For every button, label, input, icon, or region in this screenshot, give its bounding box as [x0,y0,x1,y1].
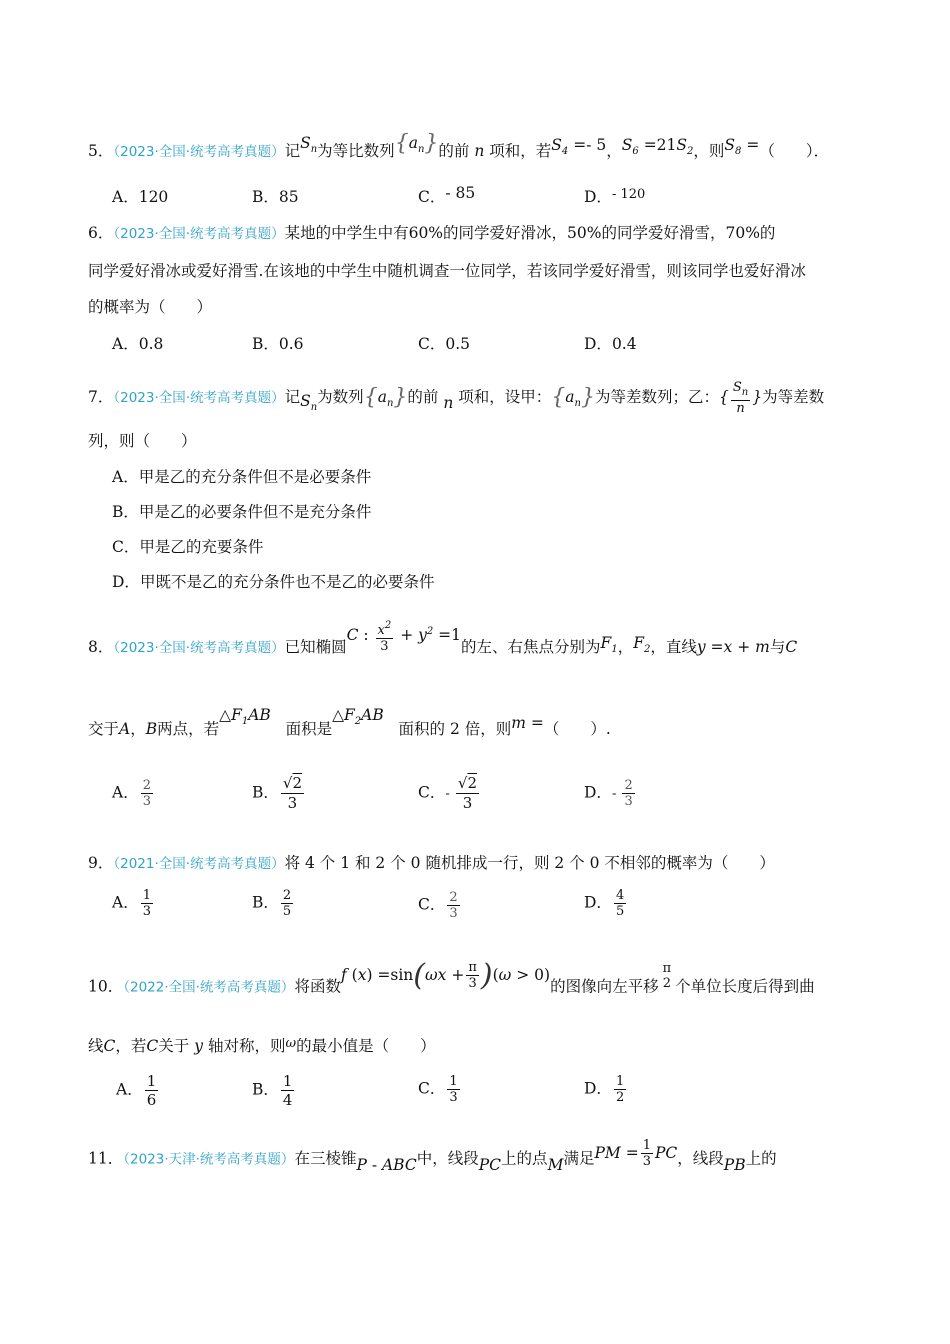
math-triangle-F1AB: $\triangle F_1AB$ [219,706,271,727]
option-label: D． [584,335,612,353]
stem-text: 上的 [745,1149,777,1168]
stem-text: （ ）. [543,720,611,738]
option-fraction [141,888,153,919]
numerator: 1 [449,1074,458,1089]
option-label: D． [584,1079,612,1098]
question-11-stem [88,1138,777,1175]
question-source: （2023·全国·统考高考真题） [113,226,285,242]
stem-text: 在三棱锥 [294,1149,357,1168]
numerator: 2 [449,890,458,905]
option-value: 120 [138,188,169,206]
math-ellipse-equation: C : $\frac{x^2}{3}$ + $y^2 =1$ [346,620,462,654]
option-label: B． [252,783,279,802]
question-7-stem-line-2 [88,430,197,452]
option-label: C． [418,783,446,802]
stem-text: ， [606,142,622,160]
question-number: 5． [88,142,114,160]
stem-text: 与 [769,638,786,656]
option-c[interactable] [418,186,475,208]
option-b[interactable] [252,333,304,355]
math-y: y [194,1037,203,1055]
math-omega: ω [285,1036,297,1051]
stem-text: 关于 [158,1037,190,1055]
option-label: A． [112,783,139,802]
option-value: 85 [278,188,299,206]
option-fraction: $\frac{√2}{3}$ [282,774,302,812]
option-label: B． [252,893,279,912]
option-fraction: $\frac{2}{3}$ [624,778,633,809]
question-source: （2023·全国·统考高考真题） [113,640,285,656]
stem-text: 记 [284,142,301,160]
stem-text: 项和，设甲： [458,388,552,406]
denominator: 5 [282,904,292,919]
numerator: 1 [142,888,151,903]
option-label: C． [418,335,446,353]
option-d[interactable] [584,888,628,919]
math-n: n [438,394,459,412]
math-pi-over-2: π 2 [662,960,672,991]
option-d[interactable] [584,186,645,210]
question-number: 11． [88,1149,124,1168]
stem-text: 上的点 [501,1149,548,1168]
option-d[interactable]: D．- $\frac{2}{3}$ [584,778,633,809]
stem-text: 的前 [438,142,470,160]
question-source: （2023·全国·统考高考真题） [113,390,285,406]
option-fraction: $\frac{√2}{3}$ [457,774,478,812]
option-label: B． [252,335,279,353]
option-d[interactable] [112,571,434,593]
question-6-stem-line-2 [88,260,806,282]
question-9-stem [88,852,775,875]
option-a[interactable] [112,186,168,208]
question-5-stem [88,131,830,169]
option-value: 甲是乙的充要条件 [139,538,264,556]
question-number: 7． [88,388,114,406]
stem-text: ， [617,638,634,656]
option-fraction [281,888,293,919]
denominator: 3 [449,1090,458,1105]
option-fraction [145,1072,159,1109]
denominator: 4 [282,1091,293,1109]
denominator: 2 [615,1090,625,1105]
math-tetrahedron: P - ABC [356,1155,417,1174]
option-d[interactable] [584,333,637,355]
question-number: 8． [88,638,114,656]
question-6-stem-line-3 [88,296,212,318]
option-fraction [614,888,626,919]
denominator: 5 [615,904,625,919]
option-label: C． [112,538,140,556]
option-b[interactable] [252,1072,296,1109]
question-7-stem [88,380,824,416]
stem-text: 的概率为（ ） [88,298,213,316]
option-c[interactable] [418,890,462,921]
stem-text: 个单位长度后得到曲 [675,977,815,996]
math-C: C [146,1037,159,1055]
question-8-stem-line-2 [88,706,611,747]
question-source: （2021·全国·统考高考真题） [113,856,285,872]
stem-text: 为等差数 [762,388,825,406]
math-C: C [103,1037,116,1055]
option-label: C． [418,188,446,206]
option-label: A． [116,1080,143,1099]
math-M: M [547,1155,564,1174]
numerator: 1 [282,1072,293,1090]
stem-text: 的左、右焦点分别为 [461,638,601,656]
stem-text: ，直线 [650,638,697,656]
math-F2: $F_2$ [633,634,651,655]
option-d[interactable] [584,1074,628,1105]
stem-text: 中，线段 [416,1149,479,1168]
question-number: 6． [88,224,114,242]
option-label: C． [418,1079,446,1098]
option-label: D． [112,573,140,591]
option-value: 甲既不是乙的充分条件也不是乙的必要条件 [139,573,435,591]
option-label: D． [584,783,612,802]
option-value: 0.5 [445,335,471,353]
option-a[interactable] [112,333,163,355]
stem-text: 已知椭圆 [284,638,347,656]
stem-text: 轴对称，则 [207,1037,286,1055]
question-8-stem [88,620,798,666]
option-value: 0.6 [278,335,304,353]
option-label: A． [112,335,139,353]
math-triangle-F2AB: $\triangle F_2AB$ [332,706,384,727]
option-label: B． [252,188,279,206]
stem-text: 项和，若 [489,142,552,160]
option-a[interactable] [112,888,155,919]
stem-text: 线 [88,1037,104,1055]
option-c[interactable] [418,1074,462,1105]
question-source: （2023·全国·统考高考真题） [113,144,285,160]
math-A: A [119,720,131,738]
option-value: - 85 [445,184,476,202]
option-label: A． [112,893,139,912]
option-c[interactable] [418,333,470,355]
math-S4: $S_4 =- 5$ [551,136,607,157]
stem-text: 面积是 [285,720,333,738]
math-S6: $S_6 =21S_2$ [621,136,694,157]
stem-text: ，线段 [677,1149,724,1168]
stem-text: ，若 [115,1037,147,1055]
stem-text: 为等差数列；乙： [594,388,719,406]
math-PB: PB [723,1155,746,1174]
stem-text: 为数列 [317,388,364,406]
option-fraction: $\frac{2}{3}$ [142,778,151,809]
stem-text: 列，则（ ） [88,432,197,450]
option-label: A． [112,188,139,206]
option-label: B． [252,1080,279,1099]
option-fraction [447,890,459,921]
math-PC: PC [478,1155,502,1174]
question-number: 9． [88,854,114,872]
option-value: 甲是乙的充分条件但不是必要条件 [138,468,372,486]
math-B: B [145,720,158,738]
stem-text: 某地的中学生中有60%的同学爱好滑冰，50%的同学爱好滑雪，70%的 [284,224,776,242]
option-b[interactable] [112,501,371,523]
math-an-sequence: $\{a_n\}$ [551,385,595,410]
math-Sn-over-n: { $\frac{S_n}{n}$ } [718,380,763,416]
question-10-stem-line-2 [88,1035,436,1059]
denominator: 3 [142,904,151,919]
option-fraction [614,1074,626,1105]
stem-text: 记 [284,388,301,406]
math-m: m = [511,714,544,732]
option-a[interactable] [112,778,155,809]
question-10-stem [88,957,815,1003]
option-label: C． [418,895,446,914]
stem-text: 同学爱好滑冰或爱好滑雪.在该地的中学生中随机调查一位同学，若该同学爱好滑雪，则该同学也爱好滑冰 [88,262,806,280]
option-a[interactable] [116,1072,160,1109]
option-value: 0.8 [138,335,164,353]
stem-text: 将 4 个 1 和 2 个 0 随机排成一行，则 2 个 0 不相邻的概率为（ ） [284,854,775,872]
numerator: 4 [615,888,625,903]
question-source: （2023·天津·统考高考真题） [123,1151,295,1168]
math-line-equation: y =x + m [696,638,770,656]
question-source: （2022·全国·统考高考真题） [123,979,295,996]
denominator: 3 [449,906,458,921]
stem-text: 为等比数列 [317,142,395,160]
option-fraction [281,1072,295,1109]
option-label: D． [584,188,612,206]
option-a[interactable] [112,466,371,488]
option-label: A． [112,468,139,486]
stem-text: ，则 [693,142,725,160]
math-PM-condition: PM = $\frac{1}{3}$ PC [594,1138,678,1169]
option-b[interactable] [252,888,295,919]
option-value: 0.4 [611,335,637,353]
stem-text: 将函数 [294,977,341,996]
option-fraction [447,1074,459,1105]
stem-text: 的最小值是（ ） [296,1037,436,1055]
denominator: 6 [146,1091,157,1109]
question-6-stem [88,222,775,245]
numerator: 2 [282,888,292,903]
numerator: 1 [615,1074,625,1089]
stem-text: 两点，若 [157,720,220,738]
stem-text: （ ）． [759,142,830,160]
math-function-definition: f (x) =sin(ωx + $\frac{\pi}{3}$ )(ω > 0) [340,957,551,993]
stem-text: ， [130,720,146,738]
numerator: 1 [146,1072,157,1090]
option-value: - 120 [611,187,646,202]
stem-text: 交于 [88,720,120,738]
option-label: B． [112,503,139,521]
stem-text: 的图像向左平移 [550,977,659,996]
question-number: 10． [88,977,124,996]
math-F1: $F_1$ [600,634,618,655]
math-an-sequence: $\{a_n\}$ [394,131,439,156]
option-value: 甲是乙的必要条件但不是充分条件 [138,503,372,521]
math-S8: $S_8$ = [724,136,760,157]
stem-text: 面积的 2 倍，则 [398,720,512,738]
stem-text: 满足 [563,1149,595,1168]
stem-math: n [474,142,485,160]
math-Sn: $S_n$ [300,134,318,155]
math-C: C [785,638,798,656]
option-c[interactable]: C．- $\frac{√2}{3}$ [418,774,478,812]
stem-text: 的前 [407,388,439,406]
option-b[interactable] [252,774,306,813]
option-c[interactable] [112,536,263,558]
math-an-sequence: $\{a_n\}$ [363,385,408,410]
option-b[interactable] [252,186,299,208]
math-Sn: $S_n$ [300,392,318,413]
option-label: D． [584,893,612,912]
